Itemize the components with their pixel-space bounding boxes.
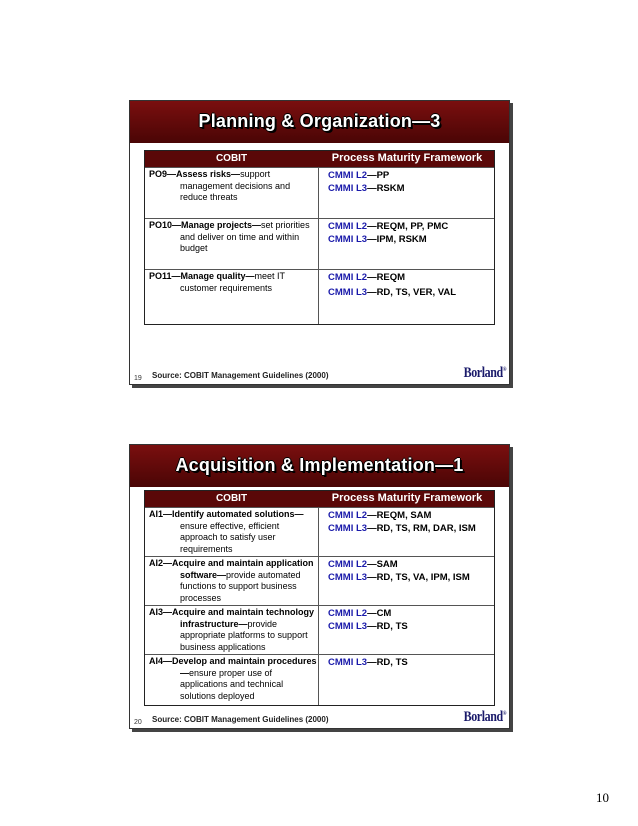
- slide-number: 20: [134, 719, 142, 726]
- cmmi-level: CMMI L2: [328, 272, 368, 283]
- cmmi-areas: —RD, TS, RM, DAR, ISM: [367, 523, 476, 534]
- table-header: [145, 491, 494, 507]
- header-pmf: Process Maturity Framework: [331, 492, 483, 504]
- source-note: Source: COBIT Management Guidelines (2000): [152, 371, 329, 380]
- slide-title: Acquisition & Implementation—1: [175, 455, 464, 475]
- cmmi-level: CMMI L3: [328, 621, 368, 632]
- table-header: [145, 151, 494, 167]
- cmmi-level: CMMI L2: [328, 510, 368, 521]
- borland-logo: Borland®: [463, 365, 506, 381]
- table-row: [145, 218, 494, 269]
- cmmi-level: CMMI L2: [328, 559, 368, 570]
- cmmi-areas: —REQM: [367, 272, 406, 283]
- cmmi-areas: —REQM, SAM: [367, 510, 432, 521]
- cmmi-areas: —RD, TS, VER, VAL: [367, 287, 457, 298]
- header-pmf: Process Maturity Framework: [331, 152, 483, 164]
- cmmi-level: CMMI L3: [328, 523, 368, 534]
- cmmi-level: CMMI L2: [328, 170, 368, 181]
- header-cobit: COBIT: [215, 153, 248, 164]
- table-row: [145, 167, 494, 218]
- table-row: [145, 269, 494, 324]
- row-code: AI4—Develop and maintain procedures—: [149, 656, 317, 678]
- cmmi-areas: —CM: [367, 608, 392, 619]
- cmmi-areas: —RD, TS: [367, 621, 408, 632]
- row-code: PO11—Manage quality—: [149, 271, 255, 281]
- table-row: [145, 605, 494, 654]
- cmmi-level: CMMI L3: [328, 287, 368, 298]
- row-code: AI3—Acquire and maintain technology infrastructure—: [149, 607, 315, 629]
- cmmi-areas: —PP: [367, 170, 390, 181]
- row-desc: ensure proper use of applications and technical solutions deployed: [180, 667, 284, 701]
- borland-logo: Borland®: [463, 709, 506, 725]
- table-row: [145, 654, 494, 705]
- mapping-table: [144, 150, 495, 325]
- slide-number: 19: [134, 375, 142, 382]
- row-desc: provide appropriate platforms to support business applications: [180, 618, 308, 652]
- row-code: PO10—Manage projects—: [149, 220, 262, 230]
- cmmi-areas: —RD, TS: [367, 657, 408, 668]
- cmmi-areas: —RSKM: [367, 183, 405, 194]
- row-code: PO9—Assess risks—: [149, 169, 241, 179]
- header-cobit: COBIT: [215, 493, 248, 504]
- cmmi-areas: —SAM: [367, 559, 398, 570]
- cmmi-level: CMMI L3: [328, 657, 368, 668]
- row-desc: set priorities and deliver on time and within budget: [180, 220, 310, 253]
- slide-title-banner: [130, 101, 509, 143]
- row-code: AI2—Acquire and maintain application software—: [149, 558, 314, 580]
- source-note: Source: COBIT Management Guidelines (2000): [152, 715, 329, 724]
- table-row: [145, 556, 494, 605]
- slide-planning-organization: [129, 100, 510, 385]
- cmmi-areas: —RD, TS, VA, IPM, ISM: [367, 572, 470, 583]
- mapping-table: [144, 490, 495, 706]
- cmmi-areas: —REQM, PP, PMC: [367, 221, 449, 232]
- slide-title-banner: [130, 445, 509, 487]
- row-desc: support management decisions and reduce threats: [180, 169, 291, 202]
- table-row: [145, 507, 494, 556]
- cmmi-level: CMMI L3: [328, 572, 368, 583]
- row-desc: meet IT customer requirements: [180, 271, 285, 293]
- page-number: 10: [596, 790, 609, 805]
- row-desc: provide automated functions to support business processes: [180, 569, 301, 603]
- row-desc: ensure effective, efficient approach to satisfy user requirements: [180, 520, 280, 554]
- slide-acquisition-implementation: [129, 444, 510, 729]
- cmmi-level: CMMI L3: [328, 234, 368, 245]
- cmmi-level: CMMI L2: [328, 608, 368, 619]
- slide-title: Planning & Organization—3: [198, 111, 441, 131]
- row-code: AI1—Identify automated solutions—: [149, 509, 304, 519]
- cmmi-areas: —IPM, RSKM: [367, 234, 427, 245]
- cmmi-level: CMMI L2: [328, 221, 368, 232]
- cmmi-level: CMMI L3: [328, 183, 368, 194]
